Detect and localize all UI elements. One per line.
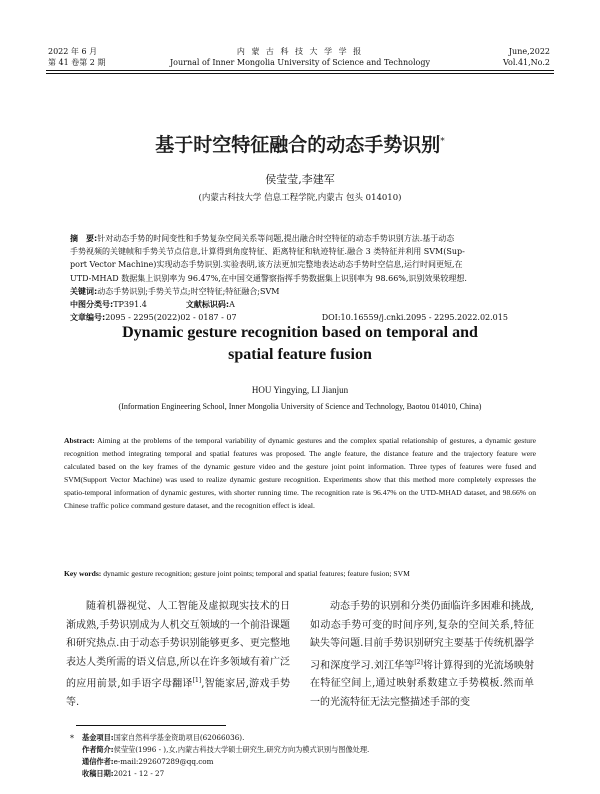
abstract-en — [64, 435, 536, 512]
body-left-tail: ,智能家居,游戏手势等. — [66, 678, 290, 708]
author-bio-label: 作者简介: — [82, 745, 114, 754]
title-footnote-mark: * — [440, 136, 445, 147]
author-bio-text: 侯莹莹(1996 - ),女,内蒙古科技大学硕士研究生,研究方向为模式识别与图像处理. — [113, 745, 370, 754]
clc-label: 中图分类号: — [70, 300, 114, 309]
abstract-cn-line: 手势视频的关键帧和手势关节点信息,计算得到角度特征、距离特征和轨迹特征.融合 3 类特征并利用 SVM(Sup- — [70, 247, 465, 257]
received-text: 2021 - 12 - 27 — [113, 769, 165, 778]
header-right — [503, 46, 550, 68]
body-column-left — [66, 598, 290, 712]
email-label: 通信作者: — [82, 757, 114, 766]
authors-cn: 侯莹莹,李建军 — [265, 173, 335, 186]
header-volume: 第 41 卷第 2 期 — [48, 58, 106, 67]
keywords-cn-label: 关键词: — [70, 287, 98, 296]
footnote-author — [82, 745, 540, 755]
paper-title-en — [0, 322, 600, 366]
keywords-en-label: Key words: — [64, 569, 102, 578]
citation: [1] — [192, 677, 202, 684]
header-volume-en: Vol.41,No.2 — [503, 58, 550, 67]
authors-en: HOU Yingying, LI Jianjun — [251, 385, 349, 395]
body-left-text: 随着机器视觉、人工智能及虚拟现实技术的日渐成熟,手势识别成为人机交互领域的一个前沿课题和研究热点.由于动态手势识别能够更多、更完整地表达人类所需的语义信息,所以在许多领域有着广泛的应用前景,如手语字母翻译 — [66, 601, 290, 690]
header-date-en: June,2022 — [508, 47, 550, 56]
email-text: e-mail:292607289@qq.com — [113, 757, 214, 766]
classification-row — [70, 298, 235, 311]
footnote-rule — [76, 725, 226, 726]
keywords-cn — [70, 285, 279, 298]
received-label: 收稿日期: — [82, 769, 114, 778]
footnote-star: * — [70, 734, 74, 743]
header-rule — [46, 70, 554, 71]
doi: DOI:10.16559/j.cnki.2095 - 2295.2022.02.015 — [321, 313, 508, 322]
footnote-fund — [82, 733, 540, 743]
doc-code-label: 文献标识码: — [185, 300, 230, 309]
abstract-en-text: Aiming at the problems of the temporal variability of dynamic gestures and the complex spatial relationship of gestures, a dynamic gesture recognition method integrating temporal and spatial features was proposed. The angle feature, the distance feature and the trajectory feature were calculated based on the key frames of the dynamic gesture video and the gesture joint point information. Three types of features were fused and SVM(Support Vector Machine) was used to realize dynamic gesture recognition. Experiments show that this method more completely expresses the spatio-temporal information of dynamic gestures, with shorter running time. The recognition rate is 96.47% on the UTD-MHAD dataset, and 98.66% on Chinese traffic police command gesture dataset, and the recognition effect is ideal. — [64, 436, 536, 510]
affiliation-cn: (内蒙古科技大学 信息工程学院,内蒙古 包头 014010) — [198, 193, 402, 203]
doc-code-value: A — [229, 300, 235, 309]
title-en-line: spatial feature fusion — [228, 346, 372, 363]
fund-text: 国家自然科学基金资助项目(62066036). — [113, 733, 245, 742]
abstract-en-label: Abstract: — [64, 436, 95, 445]
header-date: 2022 年 6 月 — [48, 47, 98, 56]
title-text: 基于时空特征融合的动态手势识别 — [155, 134, 441, 156]
keywords-en — [64, 568, 536, 580]
footnote-email — [82, 757, 540, 767]
abstract-cn-label: 摘 要: — [70, 234, 98, 243]
footnote-received — [82, 769, 540, 779]
affiliation-en: (Information Engineering School, Inner Mongolia University of Science and Technology, Baotou 014010, China) — [118, 402, 482, 411]
journal-name-en: Journal of Inner Mongolia University of Science and Technology — [169, 58, 431, 67]
abstract-cn-line: 摘 要:针对动态手势的时间变性和手势复杂空间关系等问题,提出融合时空特征的动态手势识别方法.基于动态 — [70, 234, 455, 243]
citation: [2] — [414, 658, 423, 666]
body-right-text-a: 动态手势的识别和分类仍面临许多困难和挑战,如动态手势可变的时间序列,复杂的空间关系,特征缺失等问题.目前手势识别研究主要基于传统机器学习和深度学习.刘江华等 — [310, 601, 534, 671]
article-no-label: 文章编号: — [70, 313, 106, 322]
clc-value: TP391.4 — [113, 300, 147, 309]
abstract-cn — [70, 232, 534, 285]
header-rule-thin — [46, 73, 554, 74]
keywords-en-text: dynamic gesture recognition; gesture joint points; temporal and spatial features; feature fusion; SVM — [103, 569, 410, 578]
paper-title-cn — [0, 130, 600, 157]
body-right-text-b: 将计算得到的光流场映射在特征空间上,通过映射系数建立手势模板.然而单一的光流特征无法完整描述手部的变 — [310, 659, 534, 708]
title-en-line: Dynamic gesture recognition based on temporal and — [122, 324, 478, 341]
fund-label: 基金项目: — [82, 733, 114, 742]
article-no-value: 2095 - 2295(2022)02 - 0187 - 07 — [105, 313, 237, 322]
keywords-cn-text: 动态手势识别;手势关节点;时空特征;特征融合;SVM — [97, 287, 280, 296]
journal-name-cn: 内 蒙 古 科 技 大 学 学 报 — [236, 47, 364, 56]
abstract-cn-line: port Vector Machine)实现动态手势识别.实验表明,该方法更加完整地表达动态手势时空信息,运行时间更短,在 — [70, 260, 463, 270]
abstract-cn-line: UTD-MHAD 数据集上识别率为 96.47%,在中国交通警察指挥手势数据集上识别率为 98.66%,识别效果较理想. — [70, 273, 467, 283]
body-column-right — [310, 598, 534, 712]
